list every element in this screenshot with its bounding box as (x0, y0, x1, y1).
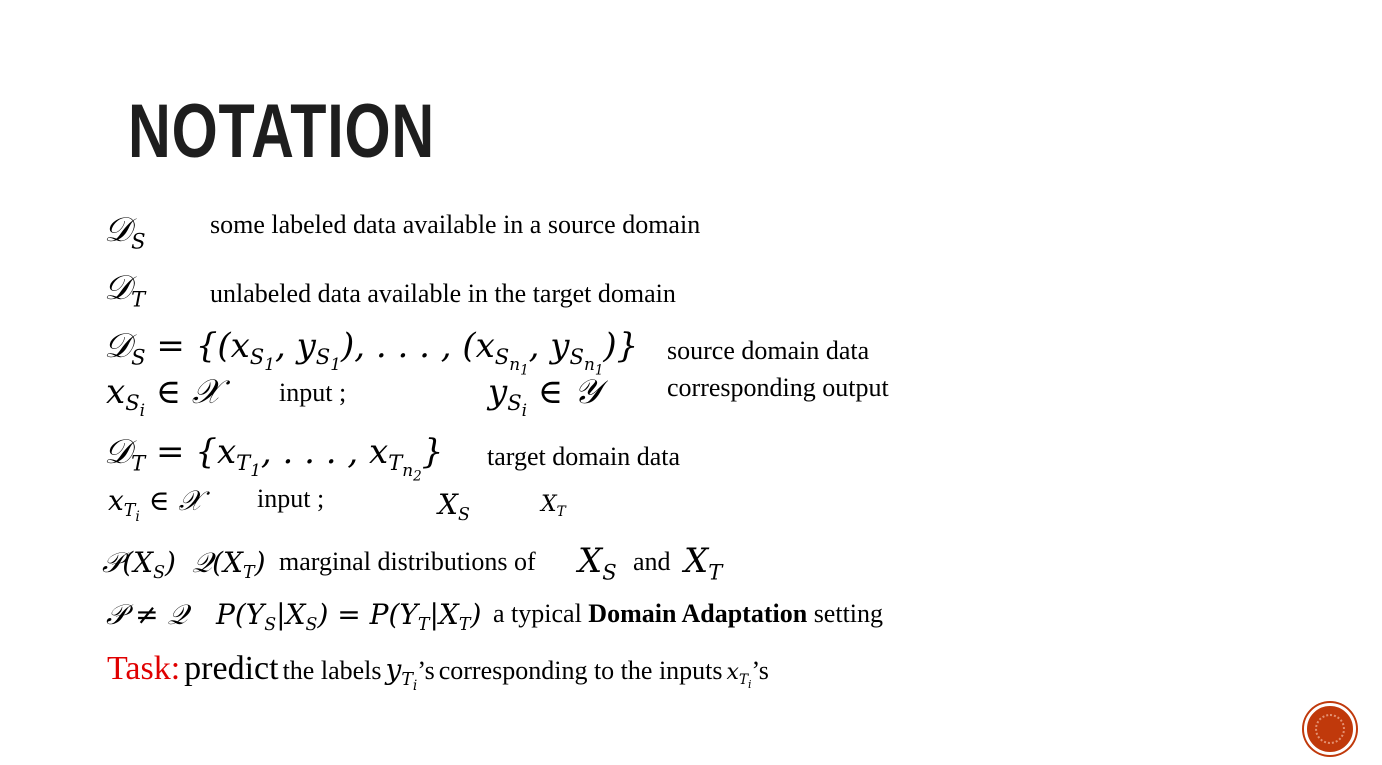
p-not-q-formula: 𝒫 ≠ 𝒬 (106, 598, 188, 631)
ds-description: some labeled data available in a source domain (210, 210, 701, 239)
task-statement: Task: predict the labels $y_{T_i}’s$ corresponding to the inputs $x_{T_i}’s$ (107, 650, 769, 694)
xt-membership: $x_{T_i}$ ∈ 𝒳 (108, 484, 203, 525)
conditional-equality-formula: $P(Y_S|X_S) = P(Y_T|X_T)$ (216, 598, 482, 636)
xt-variable: $X_T$ (541, 492, 566, 520)
task-y-ti: $y_{T_i}$ (385, 653, 418, 694)
marginal-p-formula: $𝒫(X_S)$ (102, 546, 176, 584)
slide-title: NOTATION (128, 89, 435, 174)
task-text-inputs: corresponding to the inputs (438, 656, 723, 685)
marginal-xt: $X_T$ (684, 541, 723, 585)
task-predict: predict (184, 650, 279, 687)
ys-membership: $y_{S_i}$ ∈ 𝒴 (488, 372, 601, 421)
dt-set-description: target domain data (487, 442, 681, 471)
ds-symbol: 𝒟$_S$ (104, 210, 146, 254)
slide-nav-button[interactable] (1304, 703, 1356, 755)
xs-membership: $x_{S_i}$ ∈ 𝒳 (106, 372, 222, 421)
ds-set-description: source domain data (667, 336, 870, 365)
ys-output-label: corresponding output (667, 373, 889, 402)
domain-adaptation-setting: a typical Domain Adaptation setting (493, 599, 884, 628)
marginal-q-formula: $𝒬(X_T)$ (192, 546, 266, 584)
marginal-description: marginal distributions of (279, 547, 536, 576)
task-x-ti: $x_{T_i}$ (726, 660, 752, 691)
xs-input-label: input ; (279, 378, 347, 407)
ds-set-formula: 𝒟$_S$ = {($x_{S_1}$, $y_{S_1}$), . . . , ($x_{S_{n_1}}$, $y_{S_{n_1}}$)} (104, 326, 639, 379)
dt-set-formula: 𝒟$_T$ = {$x_{T_1}$, . . . , $x_{T_{n_2}}$} (104, 432, 444, 485)
marginal-and: and (633, 547, 671, 576)
dt-symbol: 𝒟$_T$ (104, 268, 146, 312)
task-label: Task: (107, 650, 181, 687)
task-text-labels: the labels (282, 656, 382, 685)
slide-nav-circle-icon (1315, 714, 1345, 744)
marginal-xs: $X_S$ (578, 541, 617, 585)
xs-variable: $X_S$ (438, 488, 470, 526)
xt-input-label: input ; (257, 484, 325, 513)
dt-description: unlabeled data available in the target domain (210, 279, 676, 308)
